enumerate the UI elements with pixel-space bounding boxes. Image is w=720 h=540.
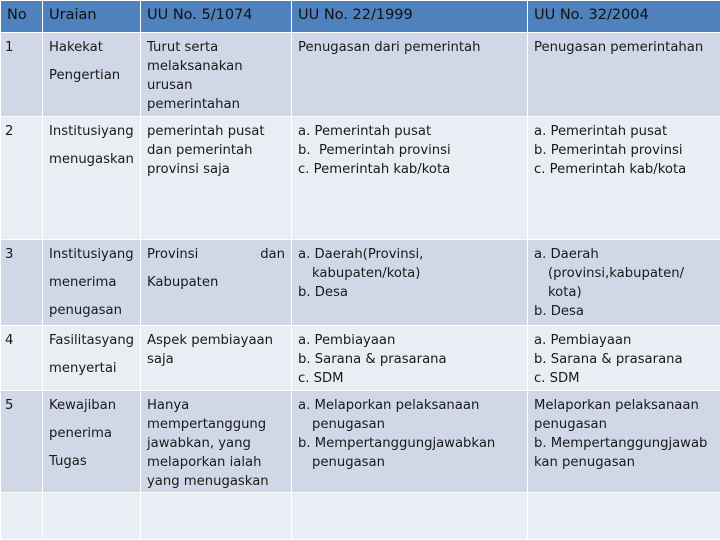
row-number-cell xyxy=(1,240,43,326)
uu-5-line: Kabupaten xyxy=(147,275,219,290)
uraian-line: Fasilitasyang xyxy=(49,333,135,348)
header-uu-5-1074: UU No. 5/1074 xyxy=(141,1,292,33)
uraian-cell xyxy=(43,326,141,391)
uu-32-cell xyxy=(528,33,720,117)
header-uu-32-2004: UU No. 32/2004 xyxy=(528,1,720,33)
uu-5-line: Turut serta xyxy=(147,40,219,55)
uraian-line: menerima xyxy=(49,275,117,290)
row-number: 5 xyxy=(5,398,14,413)
uu-32-line: b. Desa xyxy=(534,304,584,319)
uraian-line: Institusiyang xyxy=(49,247,134,262)
uu-22-line: c. SDM xyxy=(298,371,344,386)
uu-5-line: pemerintahan xyxy=(147,97,240,112)
empty-cell xyxy=(1,493,43,540)
uu-5-line: mempertanggung xyxy=(147,417,267,432)
header-uu-22-1999: UU No. 22/1999 xyxy=(292,1,528,33)
uu-22-cell xyxy=(292,33,528,117)
uu-22-line: c. Pemerintah kab/kota xyxy=(298,162,451,177)
uu-22-cell xyxy=(292,391,528,493)
uu-5-cell xyxy=(141,326,292,391)
uu-22-line: a. Pembiayaan xyxy=(298,333,396,348)
table-row xyxy=(1,326,720,391)
row-number-cell xyxy=(1,33,43,117)
uu-5-line: urusan xyxy=(147,78,193,93)
uu-22-line: a. Melaporkan pelaksanaan xyxy=(298,398,480,413)
empty-cell xyxy=(43,493,141,540)
table-row xyxy=(1,117,720,240)
empty-cell xyxy=(528,493,720,540)
uu-32-line: a. Pemerintah pusat xyxy=(534,124,668,139)
uu-22-line: a. Pemerintah pusat xyxy=(298,124,432,139)
uu-22-line: penugasan xyxy=(312,417,385,432)
uu-5-line: dan xyxy=(260,247,285,262)
uu-5-line: pemerintah pusat xyxy=(147,124,265,139)
uu-5-line: dan pemerintah xyxy=(147,143,253,158)
uu-32-line: b. Mempertanggungjawab xyxy=(534,436,708,451)
uu-5-line: Provinsi xyxy=(147,247,199,262)
uraian-line: penerima xyxy=(49,426,112,441)
uraian-line: menugaskan xyxy=(49,152,134,167)
uu-32-line: (provinsi,kabupaten/ xyxy=(548,266,685,281)
header-no: No xyxy=(1,1,43,33)
row-number: 1 xyxy=(5,40,14,55)
uraian-cell xyxy=(43,117,141,240)
uu-32-cell xyxy=(528,117,720,240)
uu-5-line: saja xyxy=(147,352,174,367)
uu-22-cell xyxy=(292,326,528,391)
uraian-line: Hakekat xyxy=(49,40,103,55)
uu-5-line: Aspek pembiayaan xyxy=(147,333,273,348)
uu-22-cell xyxy=(292,240,528,326)
uu-5-line: jawabkan, yang xyxy=(147,436,251,451)
uu-22-line: Penugasan dari pemerintah xyxy=(298,40,481,55)
uu-32-cell xyxy=(528,240,720,326)
table-row xyxy=(1,240,720,326)
uu-32-line: Melaporkan pelaksanaan xyxy=(534,398,699,413)
row-number-cell xyxy=(1,117,43,240)
uraian-cell xyxy=(43,240,141,326)
uraian-line: Tugas xyxy=(49,454,87,469)
uu-5-line: Hanya xyxy=(147,398,190,413)
row-number: 4 xyxy=(5,333,14,348)
empty-cell xyxy=(292,493,528,540)
uu-32-cell xyxy=(528,391,720,493)
uu-32-line: c. SDM xyxy=(534,371,580,386)
uu-22-cell xyxy=(292,117,528,240)
uu-32-line: kota) xyxy=(548,285,582,300)
empty-row xyxy=(1,493,720,540)
header-uraian: Uraian xyxy=(43,1,141,33)
header-row xyxy=(1,1,720,33)
uu-5-line: melaksanakan xyxy=(147,59,243,74)
uu-32-line: a. Pembiayaan xyxy=(534,333,632,348)
uu-5-line: provinsi saja xyxy=(147,162,230,177)
row-number: 2 xyxy=(5,124,14,139)
uu-32-line: penugasan xyxy=(534,417,607,432)
uraian-line: Kewajiban xyxy=(49,398,117,413)
uu-5-cell xyxy=(141,391,292,493)
uraian-line: Pengertian xyxy=(49,68,121,83)
row-number-cell xyxy=(1,391,43,493)
uu-5-cell xyxy=(141,240,292,326)
uu-32-line: b. Sarana & prasarana xyxy=(534,352,683,367)
uraian-line: menyertai xyxy=(49,361,117,376)
uu-5-cell xyxy=(141,117,292,240)
uu-5-line: melaporkan ialah xyxy=(147,455,262,470)
uu-22-line: b. Pemerintah provinsi xyxy=(298,143,451,158)
uu-32-line: c. Pemerintah kab/kota xyxy=(534,162,687,177)
row-number-cell xyxy=(1,326,43,391)
uu-32-line: kan penugasan xyxy=(534,455,635,470)
empty-cell xyxy=(141,493,292,540)
uraian-line: penugasan xyxy=(49,303,122,318)
row-number: 3 xyxy=(5,247,14,262)
uu-22-line: kabupaten/kota) xyxy=(312,266,421,281)
uu-32-line: b. Pemerintah provinsi xyxy=(534,143,683,158)
uu-22-line: a. Daerah(Provinsi, xyxy=(298,247,424,262)
uu-22-line: penugasan xyxy=(312,455,385,470)
uu-22-line: b. Desa xyxy=(298,285,348,300)
uu-32-line: a. Daerah xyxy=(534,247,599,262)
uu-5-line: yang menugaskan xyxy=(147,474,269,489)
uraian-line: Institusiyang xyxy=(49,124,134,139)
uraian-cell xyxy=(43,33,141,117)
table-row xyxy=(1,33,720,117)
uu-32-line: Penugasan pemerintahan xyxy=(534,40,704,55)
uraian-cell xyxy=(43,391,141,493)
uu-32-cell xyxy=(528,326,720,391)
table-row xyxy=(1,391,720,493)
uu-22-line: b. Mempertanggungjawabkan xyxy=(298,436,496,451)
uu-5-cell xyxy=(141,33,292,117)
uu-22-line: b. Sarana & prasarana xyxy=(298,352,447,367)
